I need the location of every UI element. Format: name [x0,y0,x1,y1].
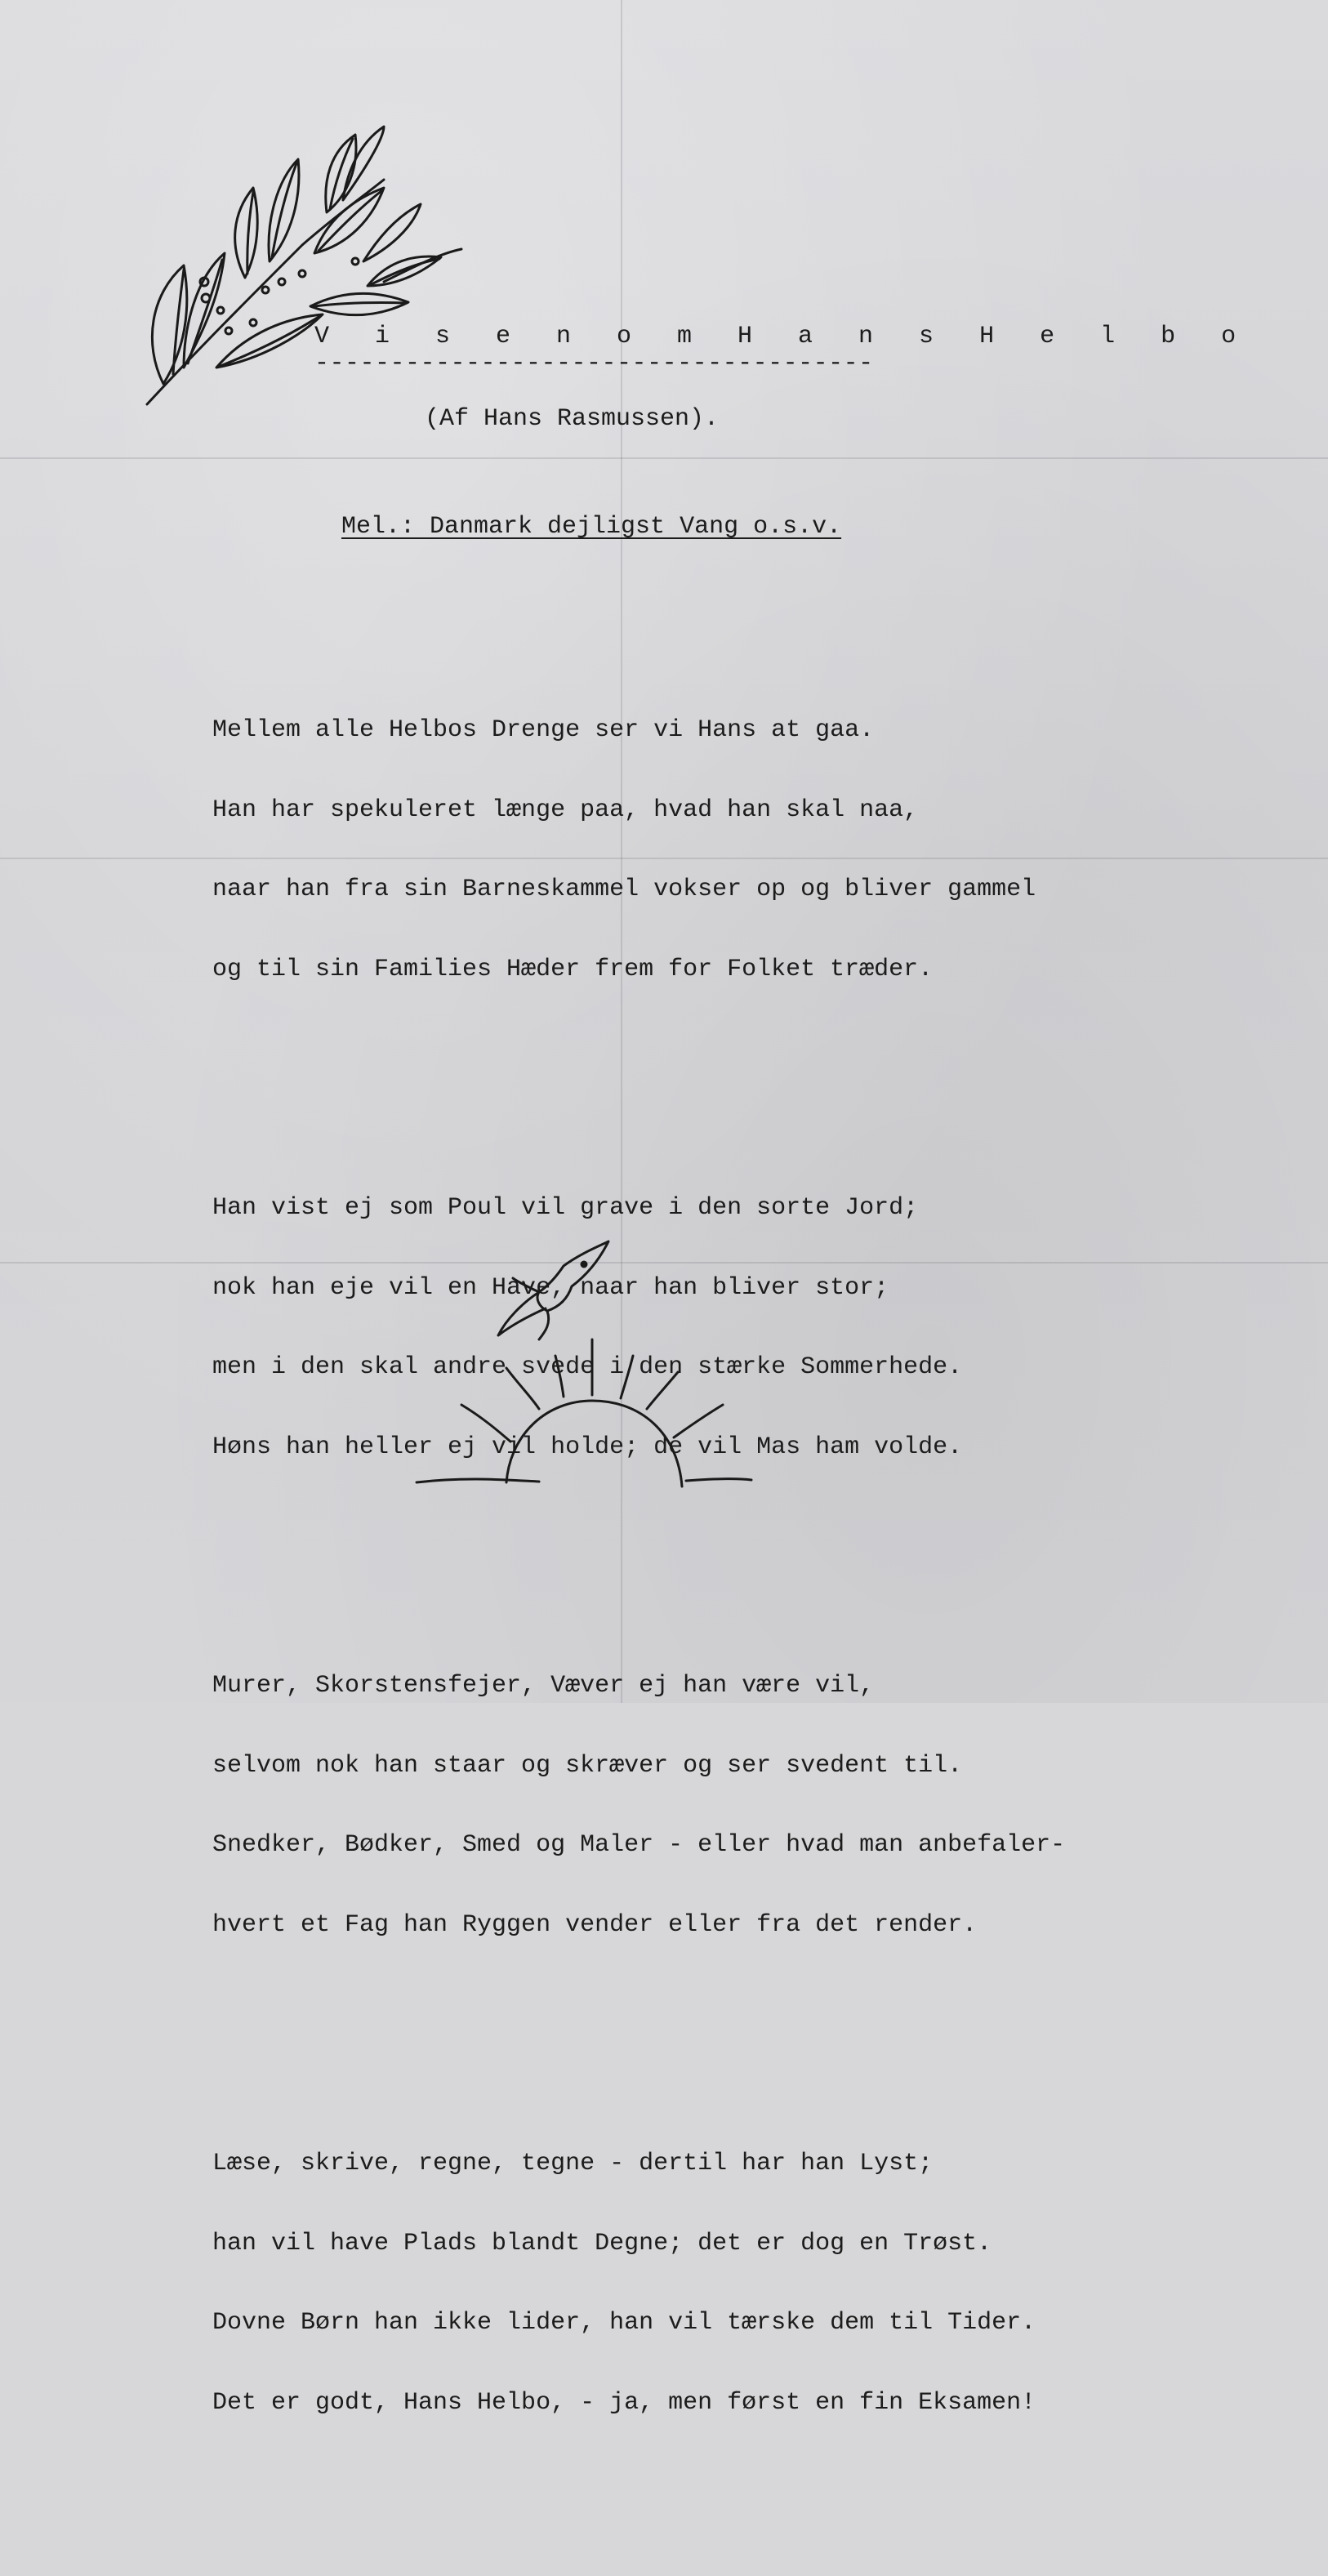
verse-line: selvom nok han staar og skræver og ser svedent til. [212,1751,963,1780]
verse-line: hvert et Fag han Ryggen vender eller fra det render. [212,1910,978,1939]
bird-over-rising-sun-icon [417,1241,760,1503]
verse-line: Læse, skrive, regne, tegne - dertil har han Lyst; [212,2150,934,2177]
stanza [212,1620,1065,1991]
melody-note: Mel.: Danmark dejligst Vang o.s.v. [341,513,842,541]
document-title: V i s e n o m H a n s H e l b o [314,323,1252,350]
verse-line: Mellem alle Helbos Drenge ser vi Hans at gaa. [212,716,875,744]
verse-line: Han vist ej som Poul vil grave i den sorte Jord; [212,1194,919,1222]
verse-line: Han har spekuleret længe paa, hvad han skal naa, [212,796,919,824]
verse-line: men i den skal andre svede i den stærke Sommerhede. [212,1353,963,1381]
verse-line: Høns han heller ej vil holde; de vil Mas ham volde. [212,1433,963,1461]
fold-line [0,457,1328,459]
verse-line: han vil have Plads blandt Degne; det er dog en Trøst. [212,2229,992,2257]
verse-line: Det er godt, Hans Helbo, - ja, men først en fin Eksamen! [212,2388,1036,2417]
verses [212,611,1065,2575]
stanza [212,664,1065,1036]
verse-line: og til sin Families Hæder frem for Folket træder. [212,955,934,983]
verse-line: naar han fra sin Barneskammel vokser op og bliver gammel [212,876,1036,903]
verse-line: Snedker, Bødker, Smed og Maler - eller hvad man anbefaler- [212,1831,1066,1859]
stanza [212,2097,1065,2469]
verse-line: Murer, Skorstensfejer, Væver ej han være vil, [212,1672,875,1700]
verse-line: nok han eje vil en Have, naar han bliver stor; [212,1273,889,1302]
title-underline: ------------------------------------- [314,350,874,377]
author-line: (Af Hans Rasmussen). [425,405,720,433]
verse-line: Dovne Børn han ikke lider, han vil tærske dem til Tider. [212,2309,1036,2337]
